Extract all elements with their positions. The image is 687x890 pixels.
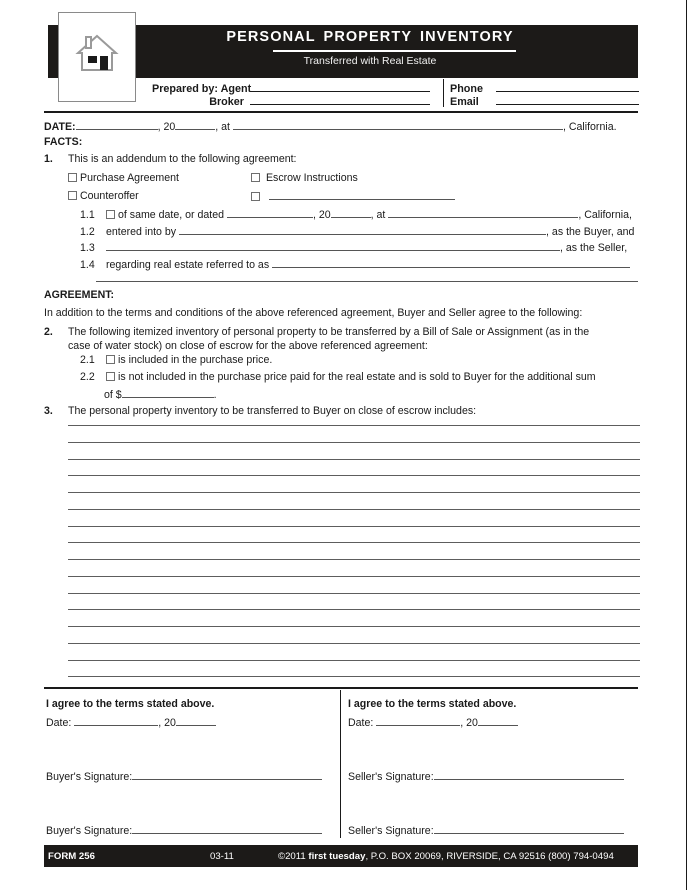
phone-field[interactable] <box>496 81 639 92</box>
checkbox-icon[interactable] <box>106 355 115 364</box>
footer-brand: first tuesday <box>308 851 366 862</box>
facts-item-1-3 <box>80 241 627 255</box>
buyer-signature-label-2: Buyer's Signature: <box>46 825 133 837</box>
facts-item-1-2-number: 1.2 <box>80 226 95 238</box>
seller-date-year-prefix: , 20 <box>460 717 478 729</box>
agreement-item-3 <box>44 405 476 418</box>
email-label: Email <box>450 96 479 108</box>
checkbox-escrow-instructions-label: Escrow Instructions <box>265 172 358 184</box>
inventory-line[interactable] <box>68 442 640 443</box>
inventory-line[interactable] <box>68 609 640 610</box>
checkbox-icon[interactable] <box>68 191 77 200</box>
dated-city-field[interactable] <box>388 208 578 218</box>
agreement-item-2-line2: case of water stock) on close of escrow for the above referenced agreement: <box>68 340 428 352</box>
inventory-line[interactable] <box>68 509 640 510</box>
date-city-field[interactable] <box>233 120 563 130</box>
facts-heading: FACTS: <box>44 136 83 148</box>
facts-item-1-text: This is an addendum to the following agreement: <box>68 153 297 165</box>
logo-box <box>58 12 136 102</box>
agreement-item-2-1-text: is included in the purchase price. <box>118 354 273 366</box>
inventory-line[interactable] <box>68 425 640 426</box>
footer-copyright <box>278 851 614 862</box>
page-subtitle: Transferred with Real Estate <box>303 55 437 67</box>
facts-item-1-1 <box>80 208 632 222</box>
agreement-item-2-line1: The following itemized inventory of personal property to be transferred by a Bill of Sale or Assignment (as in the <box>68 326 590 338</box>
facts-item-1-1-tail: , California, <box>578 209 632 221</box>
inventory-line[interactable] <box>68 593 640 594</box>
prepared-by-agent-row <box>152 81 430 95</box>
facts-item-1-4-text: regarding real estate referred to as <box>106 259 270 271</box>
facts-item-1-3-number: 1.3 <box>80 242 95 254</box>
checkbox-counteroffer[interactable] <box>68 190 139 203</box>
facts-item-1-3-tail: , as the Seller, <box>560 242 628 254</box>
page-title: PERSONAL PROPERTY INVENTORY <box>226 29 514 45</box>
buyer-signature-field-2[interactable] <box>132 824 322 834</box>
facts-item-1-1-at: , at <box>370 209 386 221</box>
seller-signature-label-1: Seller's Signature: <box>348 771 434 783</box>
dated-field[interactable] <box>227 208 313 218</box>
checkbox-icon[interactable] <box>251 173 260 182</box>
buyer-name-field[interactable] <box>179 225 546 235</box>
seller-signature-field-2[interactable] <box>434 824 624 834</box>
buyer-signature-label-1: Buyer's Signature: <box>46 771 133 783</box>
dated-year-field[interactable] <box>331 208 371 218</box>
signature-section-top-rule <box>44 687 638 689</box>
checkbox-purchase-agreement-label: Purchase Agreement <box>80 172 179 184</box>
buyer-agree-text: I agree to the terms stated above. <box>46 698 215 710</box>
house-icon <box>59 32 135 74</box>
broker-field[interactable] <box>250 94 430 105</box>
buyer-date-field[interactable] <box>74 716 158 726</box>
agreement-item-2-2 <box>80 371 596 384</box>
seller-date-row <box>348 716 518 729</box>
buyer-signature-field-1[interactable] <box>132 770 322 780</box>
inventory-line[interactable] <box>68 676 640 677</box>
seller-date-field[interactable] <box>376 716 460 726</box>
date-at-label: , at <box>215 121 230 133</box>
facts-item-1-2-tail: , as the Buyer, and <box>546 226 635 238</box>
agreement-item-2 <box>44 326 589 339</box>
inventory-line[interactable] <box>68 492 640 493</box>
buyer-signature-row-1 <box>46 770 322 783</box>
prepared-by-divider <box>443 79 444 107</box>
amount-suffix: . <box>213 389 217 401</box>
footer-copyright-suffix: , P.O. BOX 20069, RIVERSIDE, CA 92516 (800) 794-0494 <box>365 851 614 862</box>
other-agreement-field[interactable] <box>269 190 455 200</box>
prepared-by-broker-row <box>152 94 430 108</box>
facts-item-1-2 <box>80 225 634 239</box>
inventory-line[interactable] <box>68 542 640 543</box>
seller-name-field[interactable] <box>106 241 560 251</box>
email-field[interactable] <box>496 94 639 105</box>
seller-signature-row-2 <box>348 824 624 837</box>
inventory-line[interactable] <box>68 660 640 661</box>
seller-signature-field-1[interactable] <box>434 770 624 780</box>
buyer-date-year-prefix: , 20 <box>158 717 176 729</box>
facts-item-1-1-text: of same date, or dated <box>118 209 225 221</box>
checkbox-icon[interactable] <box>106 372 115 381</box>
inventory-line[interactable] <box>68 459 640 460</box>
checkbox-purchase-agreement[interactable] <box>68 172 179 185</box>
date-row <box>44 120 617 134</box>
prepared-by-broker-label: Broker <box>209 96 244 108</box>
inventory-line[interactable] <box>68 526 640 527</box>
seller-signature-row-1 <box>348 770 624 783</box>
amount-field[interactable] <box>122 388 214 398</box>
inventory-line[interactable] <box>68 643 640 644</box>
agreement-item-2-1 <box>80 354 272 367</box>
checkbox-icon[interactable] <box>251 192 260 201</box>
checkbox-other-agreement[interactable] <box>251 190 455 204</box>
checkbox-icon[interactable] <box>106 210 115 219</box>
agreement-item-3-text: The personal property inventory to be transferred to Buyer on close of escrow includes: <box>68 405 477 417</box>
footer-form-number: FORM 256 <box>48 851 95 862</box>
agreement-intro: In addition to the terms and conditions of the above referenced agreement, Buyer and Seller agree to the following: <box>44 307 583 319</box>
agreement-item-2-1-number: 2.1 <box>80 354 95 366</box>
inventory-line[interactable] <box>68 626 640 627</box>
prepared-by-agent-label: Prepared by: Agent <box>152 83 252 95</box>
inventory-line[interactable] <box>68 576 640 577</box>
agreement-item-3-number: 3. <box>44 405 53 417</box>
agreement-item-2-2-amount <box>104 388 217 402</box>
property-address-field[interactable] <box>272 258 630 268</box>
facts-item-1-4-number: 1.4 <box>80 259 95 271</box>
agreement-item-2-2-number: 2.2 <box>80 371 95 383</box>
seller-agree-text: I agree to the terms stated above. <box>348 698 517 710</box>
facts-bottom-rule <box>96 281 638 282</box>
date-year-field[interactable] <box>175 120 215 130</box>
date-field[interactable] <box>76 120 158 130</box>
title-underline <box>273 50 516 52</box>
buyer-signature-row-2 <box>46 824 322 837</box>
facts-item-1 <box>44 153 297 166</box>
buyer-date-label: Date: <box>46 717 72 729</box>
facts-item-1-1-mid: , 20 <box>312 209 331 221</box>
facts-item-1-1-number: 1.1 <box>80 209 95 221</box>
amount-prefix: of $ <box>104 389 122 401</box>
facts-item-1-number: 1. <box>44 153 53 165</box>
date-year-prefix: , 20 <box>157 121 176 133</box>
inventory-line[interactable] <box>68 475 640 476</box>
inventory-line[interactable] <box>68 559 640 560</box>
agreement-item-2-2-text: is not included in the purchase price paid for the real estate and is sold to Buyer for the additional sum <box>118 371 596 383</box>
header-bottom-rule <box>44 111 638 113</box>
date-state-label: , California. <box>562 121 617 133</box>
agent-field[interactable] <box>250 81 430 92</box>
checkbox-escrow-instructions[interactable] <box>251 172 358 185</box>
phone-label: Phone <box>450 83 483 95</box>
facts-item-1-2-text: entered into by <box>106 226 177 238</box>
buyer-date-year-field[interactable] <box>176 716 216 726</box>
email-row <box>450 94 639 108</box>
buyer-date-row <box>46 716 216 729</box>
agreement-item-2-number: 2. <box>44 326 53 338</box>
date-label: DATE: <box>44 121 76 133</box>
footer-copyright-prefix: ©2011 <box>278 851 309 862</box>
seller-date-label: Date: <box>348 717 374 729</box>
signature-column-divider <box>340 690 341 838</box>
agreement-heading: AGREEMENT: <box>44 289 115 301</box>
phone-row <box>450 81 639 95</box>
seller-date-year-field[interactable] <box>478 716 518 726</box>
footer-revision-date: 03-11 <box>210 851 234 862</box>
facts-item-1-4 <box>80 258 630 272</box>
seller-signature-label-2: Seller's Signature: <box>348 825 434 837</box>
checkbox-counteroffer-label: Counteroffer <box>80 190 139 202</box>
checkbox-icon[interactable] <box>68 173 77 182</box>
